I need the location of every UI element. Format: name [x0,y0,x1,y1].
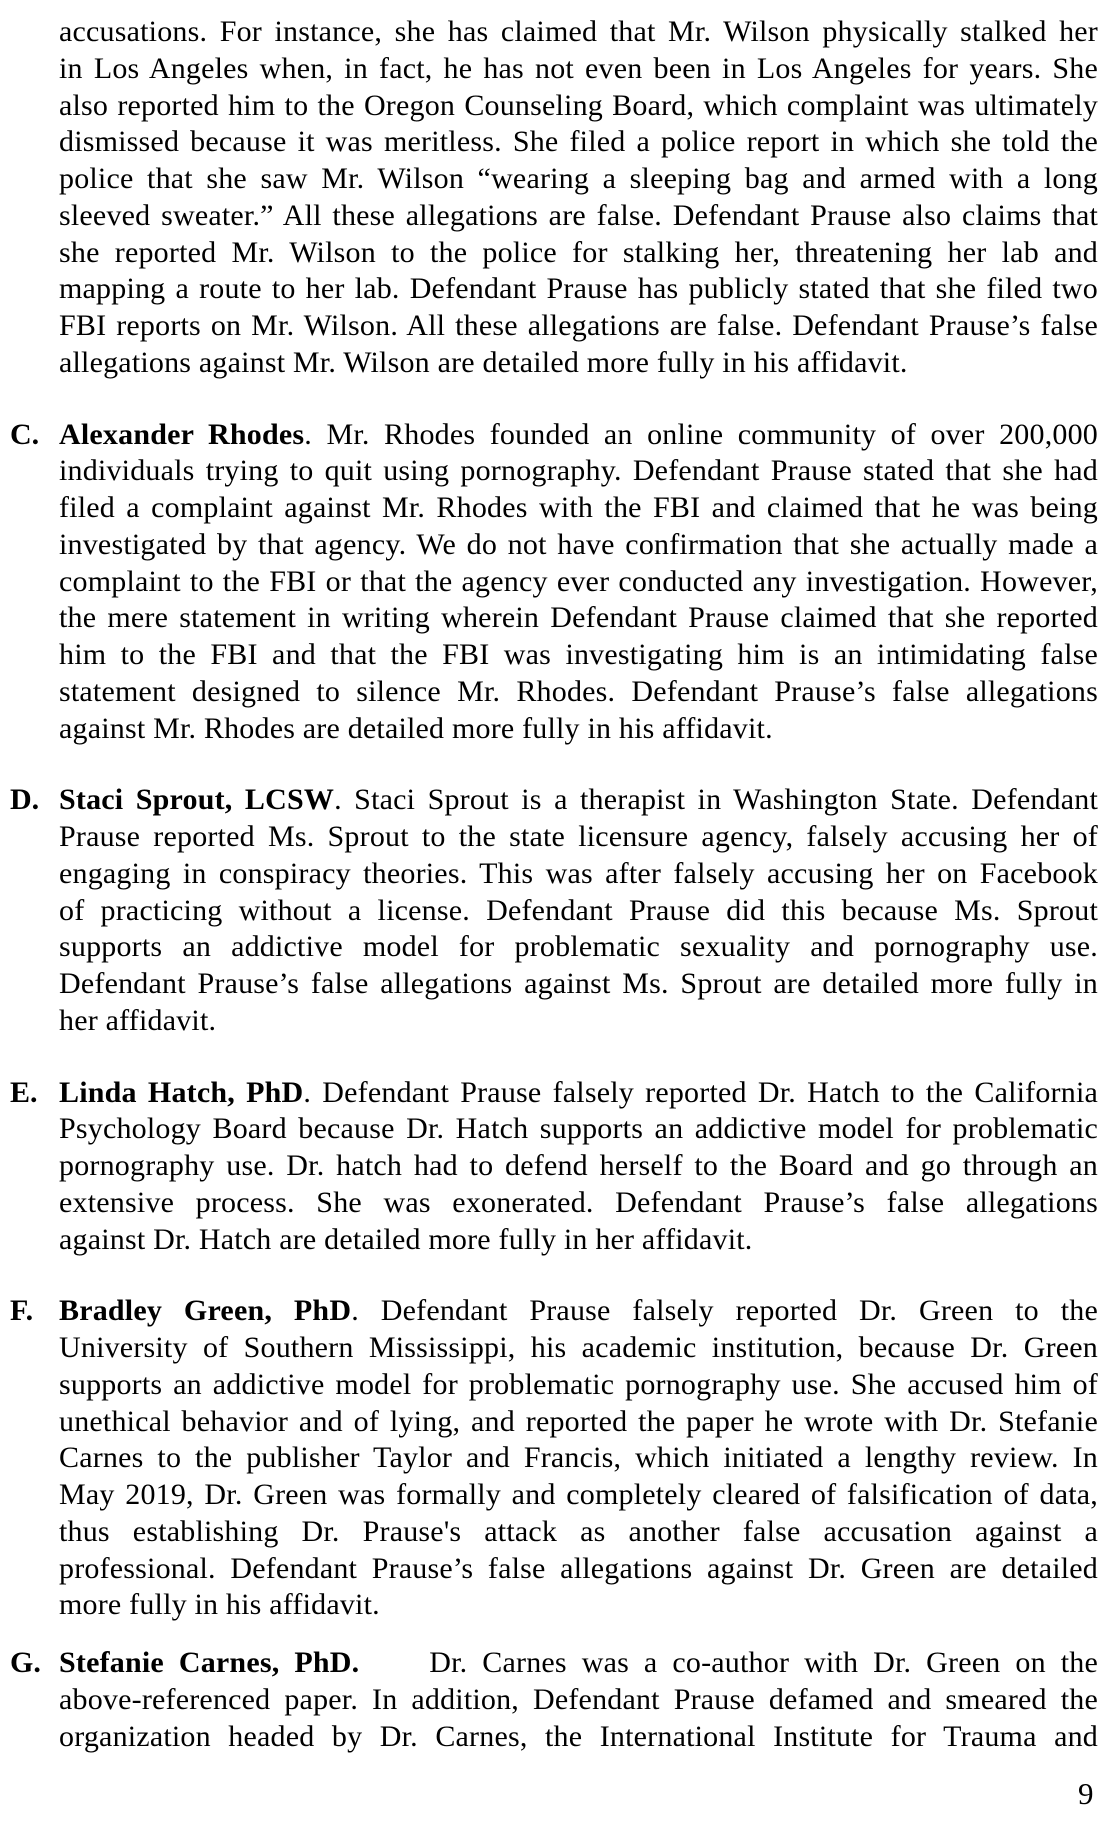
document-line: allegations against Mr. Wilson are detailed more fully in his affidavit. [59,345,908,379]
paragraph [10,1293,1098,1624]
person-name: Stefanie Carnes, PhD. [59,1646,360,1679]
paragraph-label: C. [10,417,40,451]
document-line: filed a complaint against Mr. Rhodes with the FBI and claimed that he was being [59,491,1098,524]
person-name: Staci Sprout, LCSW [59,783,335,817]
document-line: supports an addictive model for problematic pornography use. She accused him of [59,1367,1098,1401]
document-body [10,14,1099,1755]
document-line: mapping a route to her lab. Defendant Prause has publicly stated that she filed two [59,272,1098,306]
paragraph [10,1075,1099,1259]
document-line: against Mr. Rhodes are detailed more fully in his affidavit. [59,711,773,745]
document-line: Defendant Prause’s false allegations against Ms. Sprout are detailed more fully in [59,967,1098,1000]
document-line: Staci Sprout, LCSW. Staci Sprout is a therapist in Washington State. Defendant [59,783,1098,817]
person-name: Alexander Rhodes [59,417,305,451]
document-line: statement designed to silence Mr. Rhodes. Defendant Prause’s false allegations [59,674,1098,708]
document-line: also reported him to the Oregon Counseling Board, which complaint was ultimately [59,88,1098,122]
document-line: unethical behavior and of lying, and reported the paper he wrote with Dr. Stefanie [59,1404,1098,1438]
document-line: extensive process. She was exonerated. Defendant Prause’s false allegations [59,1185,1098,1219]
document-line: investigated by that agency. We do not have confirmation that she actually made a [59,527,1098,561]
document-line: more fully in his affidavit. [59,1588,380,1622]
document-line: dismissed because it was meritless. She filed a police report in which she told the [59,125,1098,159]
document-line: sleeved sweater.” All these allegations are false. Defendant Prause also claims that [59,198,1098,232]
paragraph-label: F. [10,1294,34,1328]
document-line: May 2019, Dr. Green was formally and completely cleared of falsification of data, [59,1478,1098,1511]
document-line: Stefanie Carnes, PhD. Dr. Carnes was a co-author with Dr. Green on the [59,1646,1098,1679]
document-line: police that she saw Mr. Wilson “wearing a sleeping bag and armed with a long [59,162,1098,195]
paragraph [10,1645,1098,1755]
paragraph [59,14,1098,382]
document-line: supports an addictive model for problematic sexuality and pornography use. [59,930,1098,964]
document-line: professional. Defendant Prause’s false allegations against Dr. Green are detailed [59,1551,1098,1585]
document-line: she reported Mr. Wilson to the police for stalking her, threatening her lab and [59,235,1098,269]
paragraph [10,417,1098,748]
paragraph-label: D. [10,783,40,817]
document-line: individuals trying to quit using pornography. Defendant Prause stated that she had [59,454,1098,488]
document-line: engaging in conspiracy theories. This was after falsely accusing her on Facebook [59,856,1098,890]
document-line: Prause reported Ms. Sprout to the state licensure agency, falsely accusing her of [59,820,1098,853]
document-line: above-referenced paper. In addition, Defendant Prause defamed and smeared the [59,1682,1098,1716]
document-line: him to the FBI and that the FBI was investigating him is an intimidating false [59,638,1098,671]
document-line: thus establishing Dr. Prause's attack as another false accusation against a [59,1514,1098,1548]
document-line: accusations. For instance, she has claimed that Mr. Wilson physically stalked her [59,15,1098,48]
document-line: Bradley Green, PhD. Defendant Prause falsely reported Dr. Green to the [59,1294,1098,1328]
page-number: 9 [1078,1776,1094,1811]
document-line: Linda Hatch, PhD. Defendant Prause falsely reported Dr. Hatch to the California [59,1075,1099,1109]
document-line: complaint to the FBI or that the agency ever conducted any investigation. However, [59,564,1098,598]
document-line: in Los Angeles when, in fact, he has not even been in Los Angeles for years. She [59,51,1098,85]
document-line: FBI reports on Mr. Wilson. All these allegations are false. Defendant Prause’s false [59,309,1098,342]
document-line: Carnes to the publisher Taylor and Francis, which initiated a lengthy review. In [59,1441,1098,1475]
document-line: her affidavit. [59,1003,217,1037]
document-line: against Dr. Hatch are detailed more fully in her affidavit. [59,1222,753,1256]
paragraph-label: G. [10,1646,41,1679]
document-line: organization headed by Dr. Carnes, the International Institute for Trauma and [59,1719,1098,1753]
paragraph [10,782,1098,1039]
document-line: Alexander Rhodes. Mr. Rhodes founded an online community of over 200,000 [59,417,1098,451]
document-line: pornography use. Dr. hatch had to defend herself to the Board and go through an [59,1149,1098,1182]
person-name: Linda Hatch, PhD [59,1075,304,1109]
document-line: of practicing without a license. Defendant Prause did this because Ms. Sprout [59,893,1098,927]
document-line: Psychology Board because Dr. Hatch supports an addictive model for problematic [59,1112,1098,1146]
document-line: University of Southern Mississippi, his academic institution, because Dr. Green [59,1331,1098,1364]
document-line: the mere statement in writing wherein Defendant Prause claimed that she reported [59,601,1098,635]
person-name: Bradley Green, PhD [59,1294,352,1328]
paragraph-label: E. [10,1075,38,1109]
